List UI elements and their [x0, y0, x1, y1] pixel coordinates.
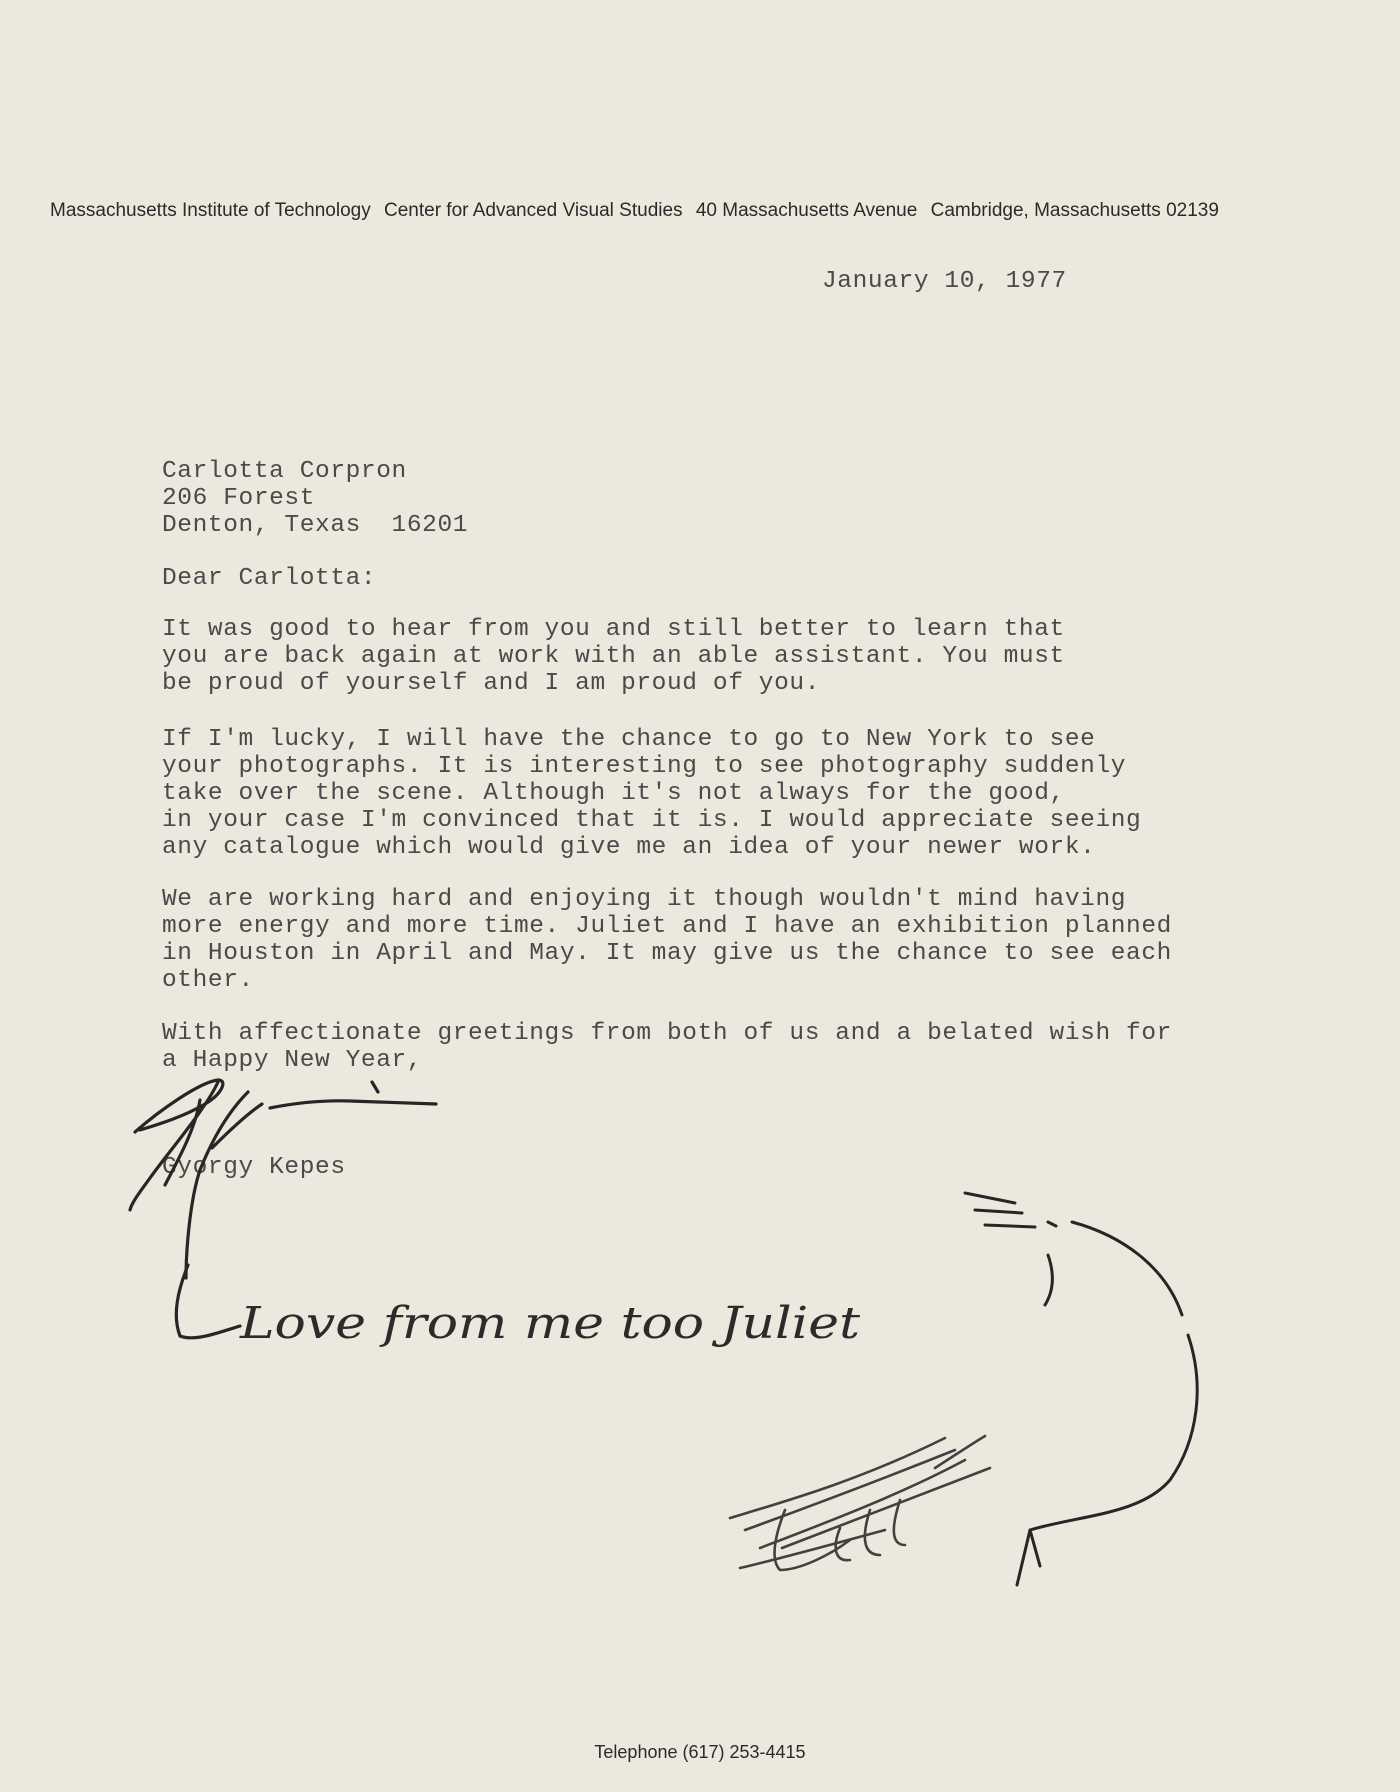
letterhead-city: Cambridge, Massachusetts 02139: [930, 200, 1219, 221]
handwritten-note-text: Love from me too Juliet: [238, 1298, 861, 1349]
bird-drawing: [965, 1193, 1197, 1585]
recipient-name: Carlotta Corpron: [162, 458, 407, 485]
paragraph-3: We are working hard and enjoying it though wouldn't mind having more energy and more time. Juliet and I have an exhibition planned in Houston in April and May. It may give us the chance to see each other.: [162, 886, 1172, 994]
letterhead-institution: Massachusetts Institute of Technology: [50, 200, 371, 221]
letterhead-street: 40 Massachusetts Avenue: [695, 200, 918, 221]
letter-footer: Telephone (617) 253-4415: [594, 1742, 806, 1762]
juliet-scribble-signature: [730, 1436, 990, 1570]
letterhead-center: Center for Advanced Visual Studies: [384, 200, 683, 221]
salutation: Dear Carlotta:: [162, 565, 377, 592]
letter-date: January 10, 1977: [822, 268, 1067, 295]
recipient-street: 206 Forest: [162, 485, 316, 512]
paragraph-4: With affectionate greetings from both of us and a belated wish for a Happy New Year,: [162, 1020, 1172, 1074]
handwritten-note: [176, 1265, 860, 1349]
paragraph-2: If I'm lucky, I will have the chance to go to New York to see your photographs. It is interesting to see photography suddenly take over the scene. Although it's not always for the good, in your case I'm convinced that it is. I would appreciate seeing any catalogue which would give me an idea of your newer work.: [162, 726, 1142, 861]
recipient-address: [162, 458, 468, 539]
recipient-city: Denton, Texas 16201: [162, 512, 469, 539]
letterhead: [50, 200, 1360, 222]
typed-signature: Gyorgy Kepes: [162, 1154, 346, 1181]
paragraph-1: It was good to hear from you and still better to learn that you are back again at work with an able assistant. You must be proud of yourself and I am proud of you.: [162, 616, 1065, 697]
